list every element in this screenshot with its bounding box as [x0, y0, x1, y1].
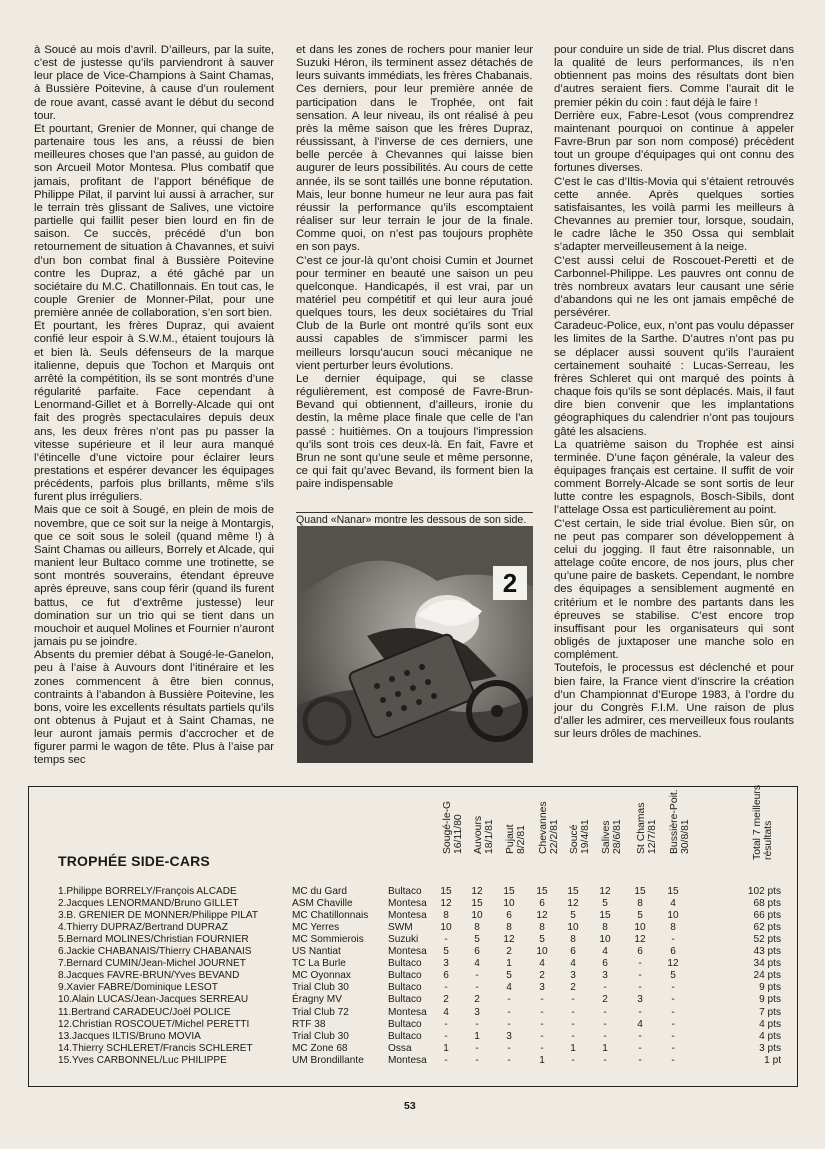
event-score: -: [638, 1030, 642, 1042]
event-score: -: [571, 1030, 575, 1042]
event-score: 8: [637, 898, 643, 910]
event-score: -: [507, 994, 511, 1006]
event-column-header: Bussière-Poit. 30/8/81: [669, 789, 691, 854]
total-points: 4 pts: [759, 1030, 781, 1042]
table-row: [58, 1031, 788, 1043]
event-score: -: [444, 934, 448, 946]
article-paragraph: La quatrième saison du Trophée est ainsi terminée. D’une façon générale, la valeur des équipages français est certaine. Il suffit de voir comment Borrely-Alcade se sont sortis de leur lutte contre les espagnols, Bosch-Sibils, dont l’attelage Ossa est particulièrement au point.: [554, 438, 794, 517]
total-points: 1 pt: [764, 1054, 781, 1066]
event-score: 15: [536, 886, 548, 897]
event-score: 8: [506, 922, 512, 934]
article-paragraph: et dans les zones de rochers pour manier leur Suzuki Héron, ils terminent assez détachés de leurs suivants immédiats, les frères Chabanais.: [296, 44, 533, 83]
article-paragraph: Et pourtant, Grenier de Monner, qui change de partenaire tous les ans, a réussi de bien meilleures choses que l’an passé, au guidon de son Arcueil Motor Montesa. Plus combatif que jamais, profitant de l’apport bénéfique de Philippe Pilat, il parvint lui aussi à arracher, sur le terrain très glissant de Salives, une victoire partielle qui faillit peser bien lourd en fin de saison. Ce succès, précédé d’un bon retournement de situation à Chavannes, et suivi d’un bon combat final à Bussière Poitevine contre les Dupraz, a été gâché par un sociétaire du M.C. Chatillonnais. En tout cas, le couple Grenier de Monner-Pilat, pour une première année de collaboration, s’en sort bien.: [34, 122, 274, 320]
article-paragraph: Caradeuc-Police, eux, n’ont pas voulu dépasser les limites de la Sarthe. D’autres n’ont pas pu se déplacer aussi souvent qu’ils l’auraient certainement souhaité : Lucas-Serreau, les frères Schleret qui ont marqué des points à chaque fois qu’ils se sont déplacés. Mais, il faut dire bien convenir que les implantations géographiques du calendrier n’ont pas toujours gâté les alsaciens.: [554, 320, 794, 438]
club-name: Trial Club 30: [292, 982, 349, 994]
event-score: 6: [506, 910, 512, 922]
total-points: 7 pts: [759, 1006, 781, 1018]
motorcycle-make: SWM: [388, 922, 413, 934]
event-score: 6: [570, 946, 576, 958]
club-name: MC Zone 68: [292, 1042, 348, 1054]
event-score: 3: [443, 958, 449, 970]
event-score: -: [638, 1042, 642, 1054]
event-score: 15: [667, 886, 679, 897]
article-paragraph: à Soucé au mois d’avril. D’ailleurs, par la suite, c’est de justesse qu’ils parviendront à sauver leur place de Vice-Champions à Saint Chamas, à Bussière Poitevine, à cause d’un roulement de roue avant, cassé avant le début du second tour.: [34, 44, 274, 122]
motorcycle-make: Montesa: [388, 910, 427, 922]
crew-names: 1.Philippe BORRELY/François ALCADE: [58, 886, 237, 897]
club-name: UM Brondillante: [292, 1054, 364, 1066]
event-score: 5: [443, 946, 449, 958]
event-score: 12: [503, 934, 515, 946]
event-score: -: [638, 958, 642, 970]
motorcycle-make: Bultaco: [388, 970, 422, 982]
event-score: 12: [440, 898, 452, 910]
event-score: -: [603, 1018, 607, 1030]
article-column-1: [34, 44, 274, 768]
motorcycle-make: Montesa: [388, 946, 427, 958]
article-paragraph: Ces derniers, pour leur première année de participation dans le Trophée, ont fait sensation. A leur niveau, ils ont réalisé à peu près la même saison que les frères Dupraz, réussissant, à l’inverse de ces derniers, une belle percée à Chevannes qui laisse bien augurer de leurs possibilités. Au cours de cette année, ils se sont taillés une bonne réputation. Mais, leur bonne humeur ne leur aura pas fait réussir la performance qu’ils escomptaient réaliser sur leur terrain le jour de la finale. Comme quoi, on n’est pas toujours prophète en son pays.: [296, 83, 533, 254]
results-table-title: TROPHÉE SIDE-CARS: [58, 853, 210, 869]
event-score: 4: [570, 958, 576, 970]
crew-names: 15.Yves CARBONNEL/Luc PHILIPPE: [58, 1054, 227, 1066]
event-column-header: Chevannes 22/2/81: [538, 801, 560, 854]
event-score: 8: [570, 934, 576, 946]
club-name: MC Yerres: [292, 922, 340, 934]
crew-names: 12.Christian ROSCOUET/Michel PERETTI: [58, 1018, 250, 1030]
event-score: 5: [506, 970, 512, 982]
article-paragraph: Et pourtant, les frères Dupraz, qui avaient confié leur espoir à S.W.M., étaient toujours là et bien là. Seuls défenseurs de la marque italienne, depuis que Tochon et Marquis ont arrêté la compétition, ils se sont montrés d’une régularité parfaite. Face cependant à Lenormand-Gillet et à Borrelly-Alcade qui ont fait des progrès spectaculaires depuis deux ans, les deux frères n’ont pas pu passer la vitesse supérieure et il leur aura manqué l’étincelle d’une victoire pour éclairer leurs prestations et espérer devancer les équipages précédents, parfois plus brillants, même s’ils furent plus irréguliers.: [34, 320, 274, 504]
event-score: 2: [443, 994, 449, 1006]
article-column-2: [296, 44, 533, 491]
event-score: -: [475, 1018, 479, 1030]
event-score: 6: [602, 958, 608, 970]
event-score: -: [603, 1006, 607, 1018]
event-score: 1: [539, 1054, 545, 1066]
article-paragraph: C’est ce jour-là qu’ont choisi Cumin et Journet pour terminer en beauté une saison un peu quelconque. Handicapés, il est vrai, par un matériel peu compétitif et qui leur aura joué quelques tours, les deux sociétaires du Trial Club de la Burle ont montré qu’ils sont eux aussi capables de s’immiscer parmi les meilleurs lorsqu’aucun souci mécanique ne vient perturber leurs évolutions.: [296, 254, 533, 372]
event-score: 12: [667, 958, 679, 970]
total-points: 9 pts: [759, 994, 781, 1006]
event-score: 10: [599, 934, 611, 946]
crew-names: 11.Bertrand CARADEUC/Joël POLICE: [58, 1006, 231, 1018]
table-row: [58, 958, 788, 970]
club-name: Trial Club 72: [292, 1006, 349, 1018]
total-points: 62 pts: [753, 922, 781, 934]
event-score: 5: [570, 910, 576, 922]
crew-names: 8.Jacques FAVRE-BRUN/Yves BEVAND: [58, 970, 240, 982]
event-score: 4: [506, 982, 512, 994]
race-number: 2: [502, 568, 518, 598]
article-paragraph: C’est aussi celui de Roscouet-Peretti et de Carbonnel-Philippe. Les pauvres ont connu de très nombreux avatars leur causant une série d’abandons qui ne les ont jamais empêché de persévérer.: [554, 254, 794, 320]
table-row: [58, 934, 788, 946]
crew-names: 14.Thierry SCHLERET/Francis SCHLERET: [58, 1042, 253, 1054]
event-score: -: [571, 1006, 575, 1018]
event-score: -: [571, 1054, 575, 1066]
event-score: -: [475, 1042, 479, 1054]
motorcycle-make: Bultaco: [388, 994, 422, 1006]
club-name: MC du Gard: [292, 886, 347, 897]
event-score: -: [475, 970, 479, 982]
event-score: -: [603, 982, 607, 994]
crew-names: 13.Jacques ILTIS/Bruno MOVIA: [58, 1030, 201, 1042]
event-score: -: [638, 970, 642, 982]
event-score: -: [603, 1030, 607, 1042]
sidecar-photo-illustration: [297, 526, 533, 763]
crew-names: 2.Jacques LENORMAND/Bruno GILLET: [58, 898, 239, 910]
table-row: [58, 886, 788, 898]
event-score: 12: [471, 886, 483, 897]
table-row: [58, 982, 788, 994]
motorcycle-make: Bultaco: [388, 886, 422, 897]
motorcycle-make: Ossa: [388, 1042, 412, 1054]
event-score: -: [540, 1018, 544, 1030]
event-score: 15: [471, 898, 483, 910]
motorcycle-make: Montesa: [388, 898, 427, 910]
total-points: 34 pts: [753, 958, 781, 970]
sidecar-photo: [297, 526, 533, 763]
event-score: 1: [602, 1042, 608, 1054]
total-points: 4 pts: [759, 1018, 781, 1030]
motorcycle-make: Suzuki: [388, 934, 419, 946]
motorcycle-make: Bultaco: [388, 1030, 422, 1042]
article-paragraph: pour conduire un side de trial. Plus discret dans la qualité de leurs performances, ils n’en obtiennent pas moins des résultats dont bien d’autres seraient fiers. Comme l’aurait dit le premier pékin du coin : faut déjà le faire !: [554, 44, 794, 109]
event-score: 2: [506, 946, 512, 958]
event-score: 6: [637, 946, 643, 958]
club-name: RTF 38: [292, 1018, 326, 1030]
event-score: 3: [602, 970, 608, 982]
event-score: 3: [637, 994, 643, 1006]
event-score: 12: [536, 910, 548, 922]
event-score: -: [444, 982, 448, 994]
event-score: 15: [567, 886, 579, 897]
event-score: 10: [471, 910, 483, 922]
event-score: 10: [667, 910, 679, 922]
event-score: -: [671, 934, 675, 946]
event-score: 10: [503, 898, 515, 910]
event-score: 1: [474, 1030, 480, 1042]
event-column-header: Salives 28/6/81: [601, 819, 623, 854]
club-name: Trial Club 30: [292, 1030, 349, 1042]
event-score: 4: [539, 958, 545, 970]
event-column-header: St Chamas 12/7/81: [636, 802, 658, 854]
club-name: Éragny MV: [292, 994, 342, 1006]
event-score: 15: [440, 886, 452, 897]
event-score: 5: [474, 934, 480, 946]
table-row: [58, 1043, 788, 1055]
motorcycle-make: Montesa: [388, 1054, 427, 1066]
table-row: [58, 946, 788, 958]
event-score: 5: [637, 910, 643, 922]
table-row: [58, 1007, 788, 1019]
event-score: 12: [634, 934, 646, 946]
event-score: -: [507, 1006, 511, 1018]
article-column-3: [554, 44, 794, 741]
total-column-header: Total 7 meilleurs résultats: [752, 784, 774, 860]
event-score: 15: [634, 886, 646, 897]
event-score: 6: [539, 898, 545, 910]
event-score: -: [540, 1042, 544, 1054]
event-score: 8: [539, 922, 545, 934]
motorcycle-make: Bultaco: [388, 1018, 422, 1030]
event-score: -: [540, 1006, 544, 1018]
event-score: 6: [474, 946, 480, 958]
club-name: MC Chatillonnais: [292, 910, 369, 922]
club-name: ASM Chaville: [292, 898, 353, 910]
event-score: -: [507, 1018, 511, 1030]
event-score: -: [671, 1030, 675, 1042]
event-score: 4: [474, 958, 480, 970]
table-row: [58, 970, 788, 982]
club-name: MC Oyonnax: [292, 970, 351, 982]
event-score: -: [671, 1006, 675, 1018]
article-paragraph: Toutefois, le processus est déclenché et pour bien faire, la France vient d’inscrire la création d’un Championnat d’Europe 1983, à l’ordre du jour du Congrès F.I.M. Une raison de plus d’aller les admirer, ces merveilleux fous roulants sur leurs drôles de machines.: [554, 662, 794, 741]
event-score: 8: [602, 922, 608, 934]
event-score: 5: [539, 934, 545, 946]
motorcycle-make: Bultaco: [388, 982, 422, 994]
event-score: 10: [567, 922, 579, 934]
event-column-header: Sougé-le-G 16/11/80: [442, 800, 464, 854]
event-score: 15: [503, 886, 515, 897]
total-points: 68 pts: [753, 898, 781, 910]
event-score: 2: [602, 994, 608, 1006]
event-score: 4: [602, 946, 608, 958]
event-score: 4: [443, 1006, 449, 1018]
total-points: 52 pts: [753, 934, 781, 946]
event-score: 10: [634, 922, 646, 934]
club-name: TC La Burle: [292, 958, 346, 970]
event-score: 10: [440, 922, 452, 934]
event-score: 8: [474, 922, 480, 934]
event-score: -: [638, 1054, 642, 1066]
crew-names: 4.Thierry DUPRAZ/Bertrand DUPRAZ: [58, 922, 228, 934]
event-score: 2: [474, 994, 480, 1006]
event-score: -: [475, 982, 479, 994]
event-score: -: [507, 1054, 511, 1066]
article-paragraph: Mais que ce soit à Sougé, en plein de mois de novembre, que ce soit sur la neige à Montargis, que ce soit sous le soleil (quand même !) à Saint Chamas ou ailleurs, Borrely et Alcade, qui manient leur Bultaco comme une trotinette, se sont montrés souverains, étendant épreuve après épreuve, sans coup férir (quand ils furent battus, ce fut d’extrême justesse) leur domination sur un trio qui se tient dans un mouchoir et auquel Molines et Fournier n’auront jamais pu se joindre.: [34, 504, 274, 649]
event-score: -: [571, 994, 575, 1006]
event-score: -: [444, 1018, 448, 1030]
event-score: -: [671, 1042, 675, 1054]
total-points: 102 pts: [747, 886, 781, 897]
event-score: -: [540, 994, 544, 1006]
table-row: [58, 1055, 788, 1067]
total-points: 24 pts: [753, 970, 781, 982]
total-points: 43 pts: [753, 946, 781, 958]
event-score: -: [638, 982, 642, 994]
event-score: 8: [443, 910, 449, 922]
article-paragraph: Absents du premier débat à Sougé-le-Ganelon, peu à l’aise à Auvours dont l’itinéraire et les zones commencent à être bien connus, contraints à l’abandon à Bussière Poitevine, les bons, voire les excellents résultats partiels qu’ils ont obtenus à Pujaut et à Saint Chamas, ne leur auront jamais permis d’accrocher et de figurer parmi le wagon de tête. Plus à l’aise par temps sec: [34, 649, 274, 767]
event-score: 2: [539, 970, 545, 982]
event-score: 10: [536, 946, 548, 958]
event-score: 15: [599, 910, 611, 922]
event-score: 1: [506, 958, 512, 970]
event-score: 8: [670, 922, 676, 934]
table-row: [58, 910, 788, 922]
event-score: -: [540, 1030, 544, 1042]
event-column-header: Soucé 19/4/81: [569, 819, 591, 854]
event-score: 4: [637, 1018, 643, 1030]
photo-caption: Quand «Nanar» montre les dessous de son side.: [296, 512, 533, 526]
event-score: 12: [567, 898, 579, 910]
event-score: 1: [570, 1042, 576, 1054]
article-paragraph: Le dernier équipage, qui se classe régulièrement, est composé de Favre-Brun-Bevand qui obtiennent, d’ailleurs, ironie du destin, la même place finale que celle de l’an passé : huitièmes. On a toujours l’impression qu’ils sont trois ces deux-là. En fait, Favre et Brun ne sont qu’une seule et même personne, ce qui fait qu’avec Bevand, ils forment bien la paire indispensable: [296, 372, 533, 491]
club-name: MC Sommierois: [292, 934, 364, 946]
event-score: 5: [602, 898, 608, 910]
event-column-header: Pujaut 8/2/81: [505, 824, 527, 854]
page-number: 53: [404, 1100, 416, 1112]
event-score: 5: [670, 970, 676, 982]
event-score: -: [671, 1054, 675, 1066]
article-paragraph: C’est le cas d’Iltis-Movia qui s’étaient retrouvés cette année. Après quelques sorties satisfaisantes, les voilà parmi les meilleurs à Chevannes au premier tour, lorsque, soudain, le cadre lâche le 350 Ossa qui semblait s’adapter merveilleusement à la neige.: [554, 175, 794, 254]
event-score: -: [671, 994, 675, 1006]
article-paragraph: C’est certain, le side trial évolue. Bien sûr, on ne peut pas comparer son développement à celui du jogging. Il faut être raisonnable, un attelage coûte encore, de nos jours, plus cher qu’une paire de baskets. Cependant, le nombre des équipages a sensiblement augmenté en critérium et le nombre des partants dans les épreuves se stabilise. C’est encore trop insuffisant pour les organisateurs qui sont obligés de juxtaposer une manche solo en complément.: [554, 517, 794, 662]
event-score: 3: [506, 1030, 512, 1042]
crew-names: 9.Xavier FABRE/Dominique LESOT: [58, 982, 218, 994]
table-row: [58, 1019, 788, 1031]
event-score: -: [671, 1018, 675, 1030]
total-points: 9 pts: [759, 982, 781, 994]
event-score: -: [444, 1030, 448, 1042]
event-score: -: [638, 1006, 642, 1018]
crew-names: 3.B. GRENIER DE MONNER/Philippe PILAT: [58, 910, 259, 922]
motorcycle-make: Montesa: [388, 1006, 427, 1018]
event-score: -: [603, 1054, 607, 1066]
total-points: 3 pts: [759, 1042, 781, 1054]
event-score: -: [571, 1018, 575, 1030]
event-score: -: [671, 982, 675, 994]
event-score: 2: [570, 982, 576, 994]
event-score: 12: [599, 886, 611, 897]
event-score: 6: [670, 946, 676, 958]
crew-names: 7.Bernard CUMIN/Jean-Michel JOURNET: [58, 958, 246, 970]
event-score: 3: [474, 1006, 480, 1018]
event-score: 3: [570, 970, 576, 982]
club-name: US Nantiat: [292, 946, 341, 958]
event-score: 3: [539, 982, 545, 994]
event-score: 1: [443, 1042, 449, 1054]
crew-names: 10.Alain LUCAS/Jean-Jacques SERREAU: [58, 994, 249, 1006]
crew-names: 5.Bernard MOLINES/Christian FOURNIER: [58, 934, 249, 946]
article-paragraph: Derrière eux, Fabre-Lesot (vous comprendrez maintenant pourquoi on continue à appeler Favre-Brun par son nom composé) précèdent tout un groupe d’équipages qui ont connu des fortunes diverses.: [554, 109, 794, 175]
event-score: 6: [443, 970, 449, 982]
event-score: -: [507, 1042, 511, 1054]
event-score: 4: [670, 898, 676, 910]
table-row: [58, 994, 788, 1006]
crew-names: 6.Jackie CHABANAIS/Thierry CHABANAIS: [58, 946, 252, 958]
event-score: -: [444, 1054, 448, 1066]
event-score: -: [475, 1054, 479, 1066]
motorcycle-make: Bultaco: [388, 958, 422, 970]
table-row: [58, 922, 788, 934]
event-column-header: Auvours 18/1/81: [473, 815, 495, 854]
total-points: 66 pts: [753, 910, 781, 922]
table-row: [58, 898, 788, 910]
